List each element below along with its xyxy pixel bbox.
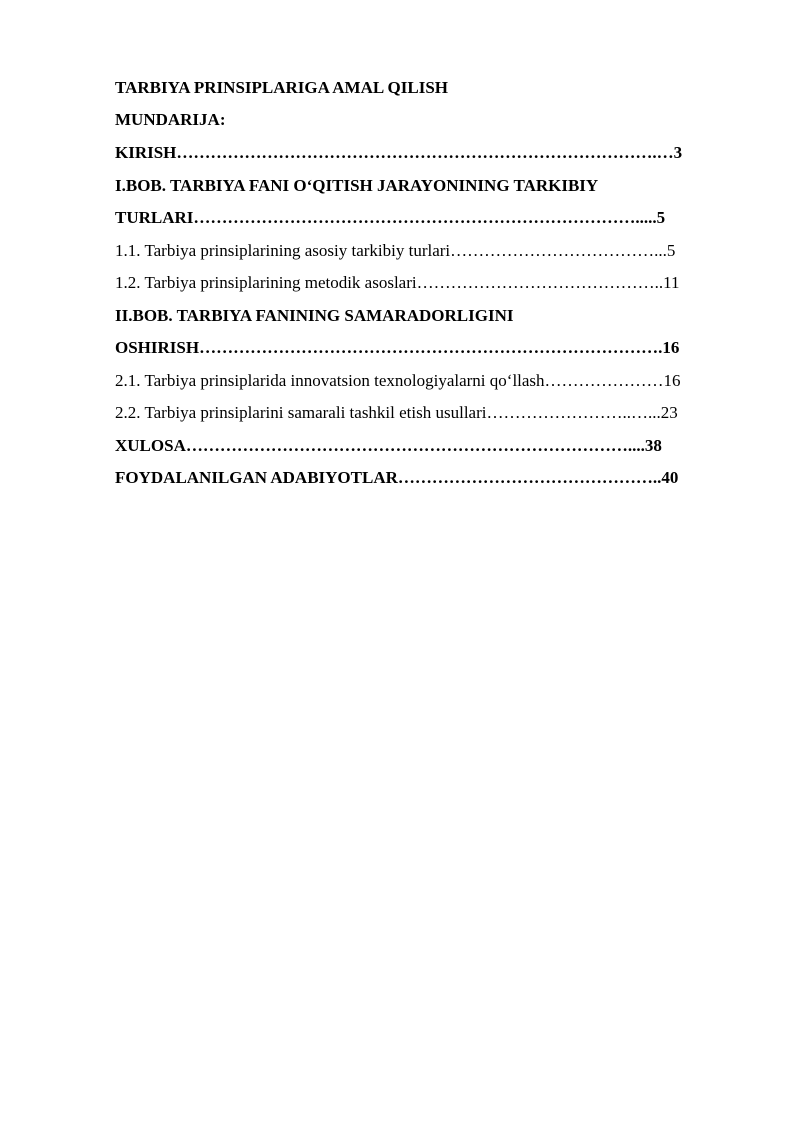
- toc-entry-section-1-1: 1.1. Tarbiya prinsiplarining asosiy tarkibiy turlari………………………………...5: [115, 241, 676, 260]
- toc-entry-chapter-1-title-continued: TURLARI…………………………………………………………………….....5: [115, 208, 666, 227]
- toc-entry-xulosa: XULOSA……………………………………………………………………....38: [115, 436, 662, 455]
- toc-entry-section-2-1: 2.1. Tarbiya prinsiplarida innovatsion texnologiyalarni qo‘llash…………………16: [115, 371, 681, 390]
- toc-entry-section-1-2: 1.2. Tarbiya prinsiplarining metodik asoslari……………………………………..11: [115, 273, 680, 292]
- toc-entry-chapter-2-title: II.BOB. TARBIYA FANINING SAMARADORLIGINI: [115, 306, 514, 325]
- toc-entry-kirish: KIRISH………………………………………………………………………….…3: [115, 143, 683, 162]
- toc-entry-chapter-2-title-continued: OSHIRISH……………………………………………………………………….16: [115, 338, 680, 357]
- toc-entry-chapter-1-title: I.BOB. TARBIYA FANI O‘QITISH JARAYONINING TARKIBIY: [115, 176, 599, 195]
- toc-entry-section-2-2: 2.2. Tarbiya prinsiplarini samarali tashkil etish usullari……………………..…...23: [115, 403, 678, 422]
- document-title: TARBIYA PRINSIPLARIGA AMAL QILISH: [115, 78, 449, 97]
- toc-entry-references: FOYDALANILGAN ADABIYOTLAR………………………………………..40: [115, 468, 679, 487]
- contents-heading: MUNDARIJA:: [115, 110, 226, 129]
